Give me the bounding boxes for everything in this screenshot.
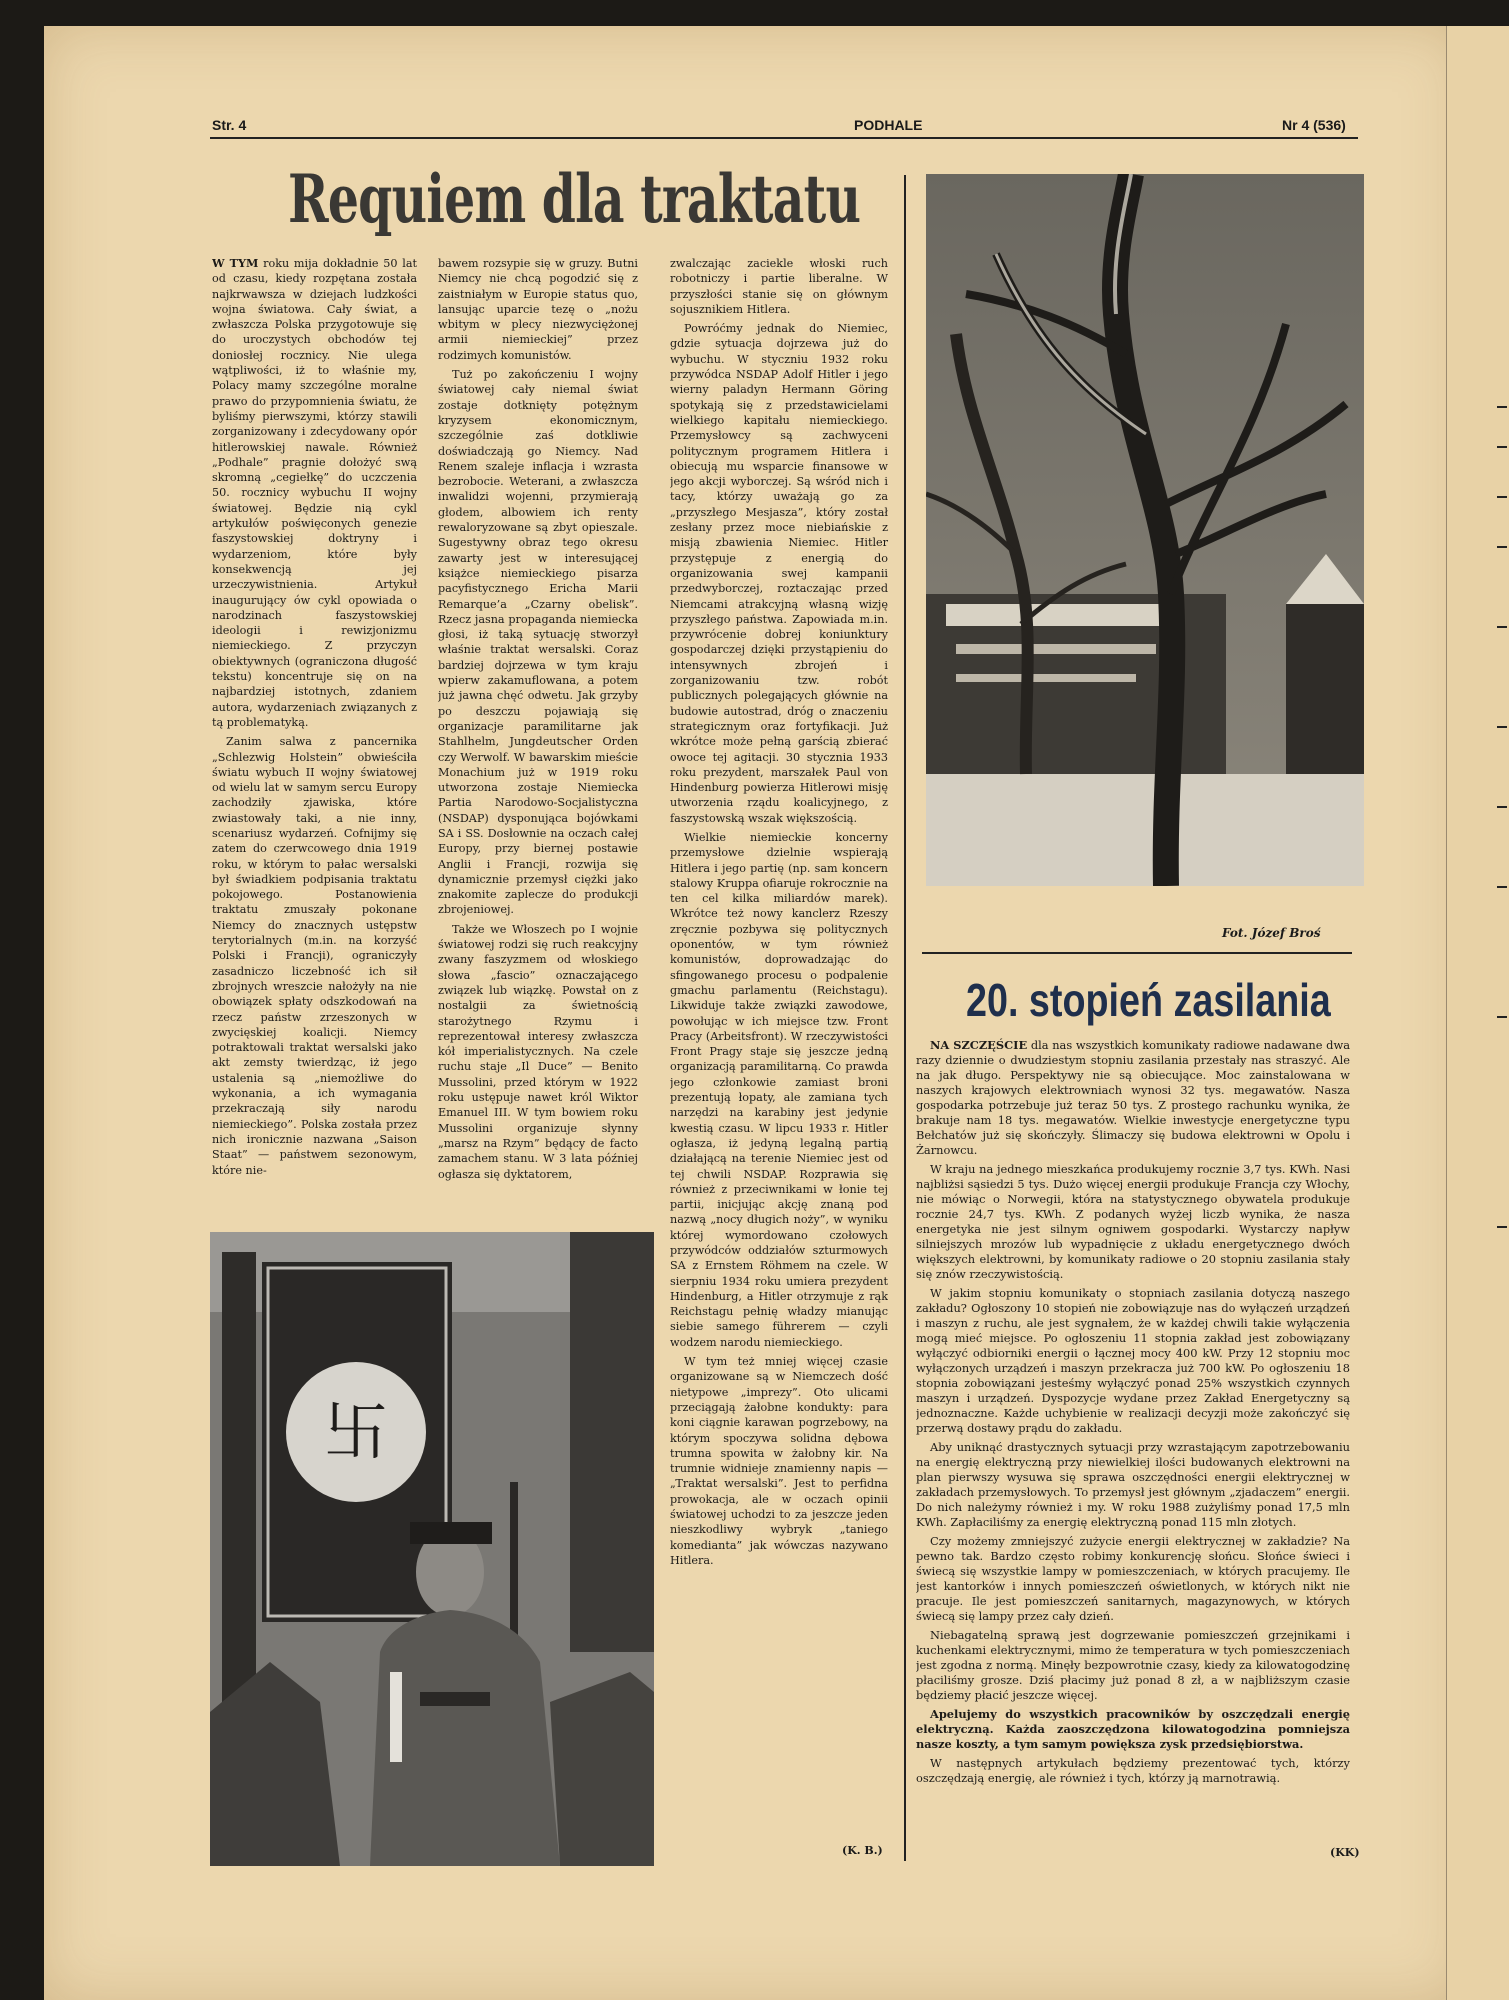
winter-tree-image: [926, 174, 1364, 886]
article-signature: (K. B.): [842, 1844, 883, 1857]
article-title: Requiem dla traktatu: [288, 160, 861, 238]
paragraph: dla nas wszystkich komunikaty radiowe nadawane dwa razy dziennie o dwudziestym stopniu zasilania przestały nas straszyć. Ale na jak długo. Perspektywy nie są obiecujące. Moc zainstalowana w naszych krajowych elektrowniach wynosi 32 tys. megawatów. Nasza gospodarka potrzebuje już teraz 50 tys. Z prostego rachunku wynika, że brakuje nam 18 tys. megawatów. Wielkie inwestycje energetyczne typu Bełchatów już się skończyły. Ślimaczy się budowa elektrowni w Opolu i Żarnowcu.: [916, 1038, 1350, 1157]
paragraph: Niebagatelną sprawą jest dogrzewanie pomieszczeń grzejnikami i kuchenkami elektrycznymi, mimo że temperatura w tych pomieszczeniach jest zgodna z normą. Minęły bezpowrotnie czasy, kiedy za kilowatogodzinę płaciliśmy grosze. Dziś płacimy już ponad 8 zł, a w najbliższym czasie będziemy płacić jeszcze więcej.: [916, 1628, 1350, 1702]
winter-tree-photo: [926, 174, 1364, 886]
article-title: 20. stopień zasilania: [966, 974, 1331, 1026]
lead-in: NA SZCZĘŚCIE: [930, 1038, 1028, 1052]
article-column-1: [212, 256, 417, 1226]
photo-credit: Fot. Józef Broś: [1222, 926, 1321, 940]
article-column-3: [670, 256, 888, 1808]
paragraph: Wielkie niemieckie koncerny przemysłowe dzielnie wspierają Hitlera i jego partię (np. sam koncern stalowy Kruppa ofiaruje rokrocznie na ten cel kilka miliardów marek). Wkrótce też nowy kanclerz Rzeszy zręcznie pozbywa się politycznych oponentów, w tym również komunistów, doprowadzając do sfingowanego procesu o podpalenie gmachu parlamentu (Reichstagu). Likwiduje także związki zawodowe, powołując w ich miejsce tzw. Front Pracy (Arbeitsfront). W rzeczywistości Front Pragy staje się jeszcze jedną organizacją paramilitarną. Co prawda jego członkowie zamiast broni prezentują łopaty, ale zamiana tych narzędzi na karabiny jest jedynie kwestią czasu. W lipcu 1933 r. Hitler ogłasza, iż jedyną legalną partią działającą na terenie Niemiec jest od tej chwili NSDAP. Rozprawia się również z przeciwnikami w łonie tej partii, inicjując akcję znaną pod nazwą „nocy długich noży”, w wyniku której wymordowano czołowych przywódców oddziałów szturmowych SA z Ernstem Röhmem na czele. W sierpniu 1934 roku umiera prezydent Hindenburg, a Hitler otrzymuje z rąk Reichstagu pełnię władzy mianując siebie samego führerem — czyli wodzem narodu niemieckiego.: [670, 830, 888, 1349]
paragraph: Czy możemy zmniejszyć zużycie energii elektrycznej w zakładzie? Na pewno tak. Bardzo często robimy konkurencję słońcu. Słońce świeci i świecą się wszystkie lampy w pomieszczeniach, w których pracujemy. Ile jest kantorków i innych pomieszczeń oświetlonych, w których nikt nie pracuje. Ile jest pomieszczeń sanitarnych, magazynowych, w których świecą się lampy przez cały dzień.: [916, 1534, 1350, 1623]
section-rule: [922, 952, 1352, 954]
lead-in: W TYM: [212, 256, 259, 270]
svg-text:卐: 卐: [324, 1396, 388, 1470]
paragraph: Także we Włoszech po I wojnie światowej rodzi się ruch reakcyjny zwany faszyzmem od włoskiego słowa „fascio” oznaczającego związek lub wiązkę. Powstał on z nostalgii za świetnością starożytnego Rzymu i reprezentował interesy zwłaszcza kół imperialistycznych. Na czele ruchu staje „Il Duce” — Benito Mussolini, przed którym w 1922 roku ustępuje nawet król Wiktor Emanuel III. W tym bowiem roku Mussolini organizuje słynny „marsz na Rzym” będący de facto zamachem stanu. W 3 lata później ogłasza się dyktatorem,: [438, 922, 638, 1181]
paragraph: Aby uniknąć drastycznych sytuacji przy wzrastającym zapotrzebowaniu na energię elektryczną przy niewielkiej ilości budowanych elektrowni na plan pierwszy wysuwa się sprawa oszczędności energii elektrycznej w zakładach przemysłowych. To przemysł jest głównym „zjadaczem” energii. Do nich należymy również i my. W roku 1988 zużyliśmy ponad 17,5 mln KWh. Zapłaciliśmy za energię elektryczną ponad 115 mln złotych.: [916, 1440, 1350, 1529]
paragraph: zwalczając zaciekle włoski ruch robotniczy i partie liberalne. W przyszłości stanie się on głównym sojusznikiem Hitlera.: [670, 257, 888, 316]
paragraph: Tuż po zakończeniu I wojny światowej cały niemal świat zostaje dotknięty potężnym kryzysem ekonomicznym, szczególnie zaś dotkliwie doświadczają go Niemcy. Nad Renem szaleje inflacja i wzrasta bezrobocie. Weterani, a zwłaszcza inwalidzi wojenni, przymierają głodem, albowiem ich renty rewaloryzowane są zbyt opieszale. Sugestywny obraz tego okresu zawarty jest w interesującej książce niemieckiego pisarza pacyfistycznego Ericha Marii Remarque’a „Czarny obelisk”. Rzecz jasna propaganda niemiecka głosi, iż taką sytuację stworzył właśnie traktat wersalski. Coraz bardziej dojrzewa w tym kraju wpierw zakamuflowana, a potem już jawna chęć odwetu. Jak grzyby po deszczu pojawiają się organizacje paramilitarne jak Stahlhelm, Jungdeutscher Orden czy Werwolf. W bawarskim mieście Monachium już w 1919 roku utworzona zostaje Niemiecka Partia Narodowo-Socjalistyczna (NSDAP) dysponująca bojówkami SA i SS. Dosłownie na oczach całej Europy, przy biernej postawie Anglii i Francji, rozwija się dynamicznie przemysł ciężki jako znakomite zaplecze do produkcji zbrojeniowej.: [438, 368, 638, 917]
article-column-2: [438, 256, 638, 1226]
paragraph: bawem rozsypie się w gruzy. Butni Niemcy nie chcą pogodzić się z zaistniałym w Europie status quo, lansując uparcie tezę o „nożu wbitym w plecy niezwyciężonej armii niemieckiej” przez rodzimych komunistów.: [438, 257, 638, 362]
paragraph: W tym też mniej więcej czasie organizowane są w Niemczech dość nietypowe „imprezy”. Oto ulicami przeciągają żałobne kondukty: para koni ciągnie karawan pogrzebowy, na którym spoczywa solidna dębowa trumna spowita w żałobny kir. Na trumnie widnieje znamienny napis — „Traktat wersalski”. Jest to perfidna prowokacja, ale w oczach opinii światowej uchodzi to za jeszcze jeden nieszkodliwy wybryk „taniego komedianta” jak wówczas nazywano Hitlera.: [670, 1355, 888, 1567]
paragraph: Powróćmy jednak do Niemiec, gdzie sytuacja dojrzewa już do wybuchu. W styczniu 1932 roku przywódca NSDAP Adolf Hitler i jego wierny paladyn Hermann Göring spotykają się z przedstawicielami wielkiego kapitału niemieckiego. Przemysłowcy są zachwyceni politycznym programem Hitlera i obiecują mu wsparcie finansowe w jego akcji wyborczej. Są wśród nich i tacy, którzy uważają go za „przyszłego Mesjasza”, który został zesłany przez moce niebiańskie z misją zbawienia Niemiec. Hitler przystępuje z energią do organizowania swej kampanii przedwyborczej, roztaczając przed Niemcami atrakcyjną własną wizję przyszłego państwa. Zapowiada m.in. przywrócenie dobrej koniunktury gospodarczej dzięki przystąpieniu do intensywnych zbrojeń i zorganizowaniu tzw. robót publicznych polegających głównie na budowie autostrad, dróg o znaczeniu strategicznym oraz fortyfikacji. Już wkrótce może pełną garścią zbierać owoce tej agitacji. 30 stycznia 1933 roku prezydent, marszałek Paul von Hindenburg powierza Hitlerowi misję utworzenia rządu koalicyjnego, z faszystowską wszak większością.: [670, 322, 888, 825]
next-page-edge: [1446, 26, 1509, 2000]
paper-name: PODHALE: [854, 117, 923, 133]
historical-banner-photo: [210, 1232, 654, 1866]
paragraph: W następnych artykułach będziemy prezentować tych, którzy oszczędzają energię, ale również i tych, którzy ją marnotrawią.: [916, 1756, 1350, 1785]
column-divider: [904, 175, 906, 1861]
banner-rally-image: [210, 1232, 654, 1866]
header-rule: [210, 137, 1358, 139]
article-body: [916, 1038, 1350, 1868]
page-number: Str. 4: [212, 117, 247, 133]
paragraph: roku mija dokładnie 50 lat od czasu, kiedy rozpętana została najkrwawsza w dziejach ludzkości wojna światowa. Cały świat, a zwłaszcza Polska przygotowuje się do uroczystych obchodów tej doniosłej rocznicy. Nie ulega wątpliwości, iż to właśnie my, Polacy mamy szczególne moralne prawo do przypomnienia światu, że byliśmy pierwszymi, którzy stawili zorganizowany i zdecydowany opór hitlerowskiej nawale. Również „Podhale” pragnie dołożyć swą skromną „cegiełkę” do uczczenia 50. rocznicy wybuchu II wojny światowej. Będzie nią cykl artykułów poświęconych genezie faszystowskiej doktryny i wydarzeniom, które były konsekwencją jej urzeczywistnienia. Artykuł inaugurujący ów cykl opowiada o narodzinach faszystowskiej ideologii i rewizjonizmu niemieckiego. Z przyczyn obiektywnych (ograniczona długość tekstu) koncentruje się on na najbardziej istotnych, zdaniem autora, wydarzeniach związanych z tą problematyką.: [212, 257, 417, 729]
paragraph: Zanim salwa z pancernika „Schlezwig Holstein” obwieściła światu wybuch II wojny światowej od wielu lat w samym sercu Europy zachodziły zjawiska, które zwiastowały taki, a nie inny, scenariusz wydarzeń. Cofnijmy się zatem do czerwcowego dnia 1919 roku, w którym to pałac wersalski był świadkiem podpisania traktatu pokojowego. Postanowienia traktatu zmuszały pokonane Niemcy do znacznych ustępstw terytorialnych (m.in. na korzyść Polski i Francji), ograniczyły zasadniczo liczebność ich sił zbrojnych wreszcie nałożyły na nie obowiązek spłaty odszkodowań na rzecz państw zrzeszonych w zwycięskiej koalicji. Niemcy potraktowali traktat wersalski jako akt zemsty twierdząc, iż jego ustalenia są „niemożliwe do wykonania, a ich wymagania przekraczają siły narodu niemieckiego”. Polska została przez nich ironicznie nazwana „Saison Staat” — państwem sezonowym, które nie-: [212, 735, 417, 1177]
appeal-paragraph: Apelujemy do wszystkich pracowników by oszczędzali energię elektryczną. Każda zaoszczędzona kilowatogodzina pomniejsza nasze koszty, a tym samym powiększa zysk przedsiębiorstwa.: [916, 1707, 1350, 1751]
article-signature: (KK): [1330, 1846, 1360, 1859]
issue-number: Nr 4 (536): [1282, 117, 1346, 133]
paragraph: W jakim stopniu komunikaty o stopniach zasilania dotyczą naszego zakładu? Ogłoszony 10 stopień nie zobowiązuje nas do wyłączeń urządzeń i maszyn z ruchu, ale jest sygnałem, że w każdej chwili takie wyłączenia mogą mieć miejsce. Po ogłoszeniu 11 stopnia zakład jest zobowiązany wyłączyć odbiorniki energii o łącznej mocy 400 kW. Przy 12 stopniu moc wyłączonych urządzeń i maszyn przekracza już 700 kW. Po ogłoszeniu 18 stopnia zobowiązani jesteśmy wyłączyć ponad 25% wszystkich czynnych maszyn i urządzeń. Dyspozycje wydane przez Zakład Energetyczny są jednoznaczne. Każde uchybienie w realizacji decyzji może zakończyć się przerwą dostawy prądu do zakładu.: [916, 1286, 1350, 1435]
paragraph: W kraju na jednego mieszkańca produkujemy rocznie 3,7 tys. KWh. Nasi najbliżsi sąsiedzi 5 tys. Dużo więcej energii produkuje Francja czy Włochy, nie mówiąc o Norwegii, która na statystycznego obywatela produkuje rocznie 24,7 tys. KWh. Z podanych wyżej liczb wynika, że nasza energetyka nie jest silnym ogniwem gospodarki. Wystarczy napływ silniejszych mrozów lub wypadnięcie z układu energetycznego dwóch większych elektrowni, by komunikaty radiowe o 20 stopniu zasilania stały się znów rzeczywistością.: [916, 1162, 1350, 1281]
